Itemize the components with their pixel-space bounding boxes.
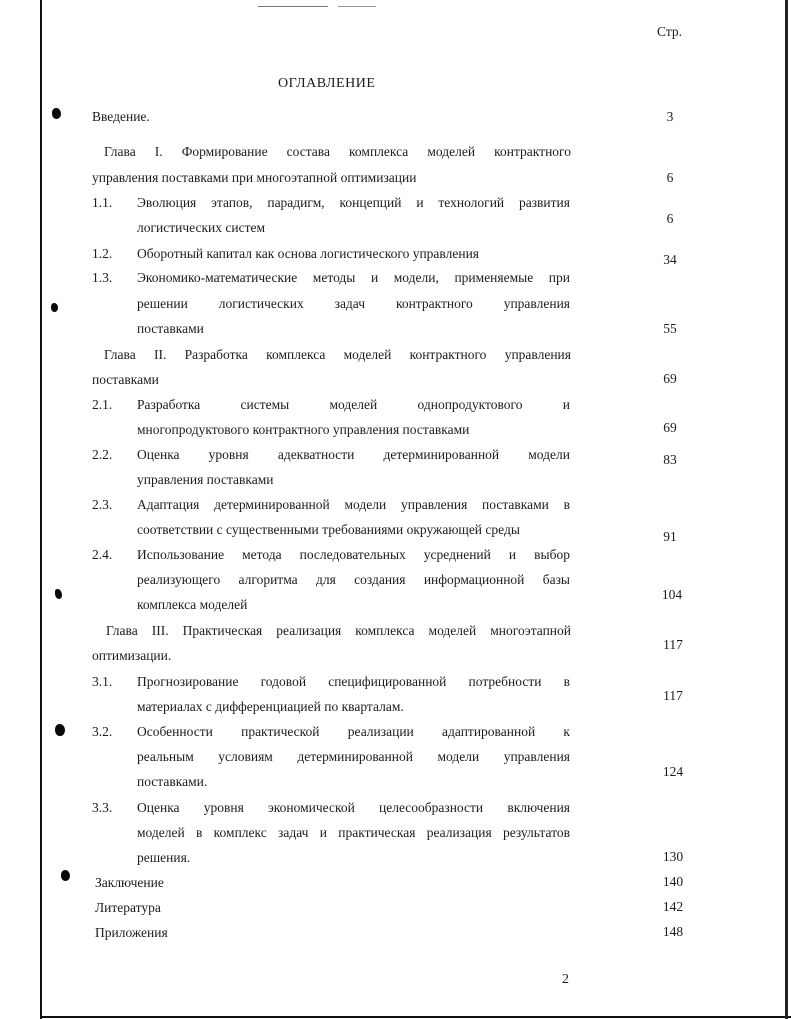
toc-conclusion: Заключение: [95, 875, 164, 890]
toc-section-number: 3.1.: [92, 674, 113, 689]
scan-edge-right: [785, 0, 788, 1019]
toc-chapter-heading-cont: поставками: [92, 372, 159, 387]
toc-section-title-cont: соответствии с существенными требованиями окружающей среды: [137, 522, 520, 537]
toc-page: 69: [663, 371, 677, 386]
toc-section-number: 2.4.: [92, 547, 113, 562]
toc-page: 148: [662, 924, 684, 939]
punch-hole-mark: [55, 589, 62, 599]
toc-literature: Литература: [95, 900, 161, 915]
toc-chapter-heading: Глава I. Формирование состава комплекса моделей контрактного: [104, 144, 571, 159]
toc-section-title-cont: материалах с дифференциацией по кварталам.: [137, 699, 404, 714]
toc-section-title-cont: реализующего алгоритма для создания информационной базы: [137, 572, 570, 587]
toc-section-title: Экономико-математические методы и модели, применяемые при: [137, 270, 570, 285]
toc-section-title-cont: реальным условиям детерминированной модели управления: [137, 749, 570, 764]
page-number: 2: [562, 972, 569, 987]
toc-section-title-cont: комплекса моделей: [137, 597, 248, 612]
toc-section-title: Оценка уровня адекватности детерминированной модели: [137, 447, 570, 462]
toc-section-title-cont: логистических систем: [137, 220, 266, 235]
toc-page: 140: [662, 874, 684, 889]
toc-appendix: Приложения: [95, 925, 168, 940]
toc-page: 142: [662, 899, 684, 914]
punch-hole-mark: [61, 870, 70, 881]
punch-hole-mark: [55, 724, 65, 736]
toc-section-title-cont: поставками.: [137, 774, 208, 789]
toc-page: 124: [662, 764, 684, 779]
punch-hole-mark: [52, 108, 61, 119]
toc-page: 83: [663, 452, 677, 467]
toc-section-title-cont: решения.: [137, 850, 191, 865]
toc-section-number: 2.1.: [92, 397, 113, 412]
toc-section-title: Прогнозирование годовой специфицированной потребности в: [137, 674, 570, 689]
toc-section-title: Оборотный капитал как основа логистического управления: [137, 246, 480, 261]
toc-page: 130: [662, 849, 684, 864]
toc-section-title: Разработка системы моделей однопродуктового и: [137, 397, 570, 412]
toc-page: 69: [663, 420, 677, 435]
toc-chapter-heading: Глава III. Практическая реализация комплекса моделей многоэтапной: [106, 623, 571, 638]
toc-page: 34: [663, 252, 677, 267]
scan-edge-left: [40, 0, 42, 1019]
toc-chapter-heading-cont: оптимизации.: [92, 648, 172, 663]
punch-hole-mark: [51, 303, 58, 312]
toc-section-title-cont: управления поставками: [137, 472, 274, 487]
toc-page: 55: [663, 321, 677, 336]
toc-page: 6: [666, 170, 674, 185]
toc-section-number: 1.2.: [92, 246, 113, 261]
scan-edge-top-2: [338, 6, 376, 7]
toc-section-number: 3.3.: [92, 800, 113, 815]
page-column-label: Стр.: [657, 24, 683, 39]
toc-section-number: 1.1.: [92, 195, 113, 210]
scan-edge-top: [258, 6, 328, 7]
toc-intro: Введение.: [92, 109, 150, 124]
toc-section-title: Использование метода последовательных усреднений и выбор: [137, 547, 570, 562]
toc-section-title-cont: многопродуктового контрактного управления поставками: [137, 422, 470, 437]
toc-section-number: 2.2.: [92, 447, 113, 462]
toc-chapter-heading-cont: управления поставками при многоэтапной оптимизации: [92, 170, 417, 185]
toc-chapter-heading: Глава II. Разработка комплекса моделей контрактного управления: [104, 347, 571, 362]
toc-section-title-cont: моделей в комплекс задач и практическая реализация результатов: [137, 825, 570, 840]
toc-page: 104: [661, 587, 683, 602]
toc-section-number: 2.3.: [92, 497, 113, 512]
toc-section-title: Особенности практической реализации адаптированной к: [137, 724, 570, 739]
toc-section-title: Адаптация детерминированной модели управления поставками в: [137, 497, 570, 512]
toc-section-title-cont: поставками: [137, 321, 204, 336]
toc-page: 117: [663, 688, 683, 703]
toc-page: 117: [663, 637, 683, 652]
toc-section-number: 1.3.: [92, 270, 113, 285]
toc-section-title: Оценка уровня экономической целесообразности включения: [137, 800, 570, 815]
toc-section-title-cont: решении логистических задач контрактного управления: [137, 296, 570, 311]
toc-page: 3: [666, 109, 674, 124]
toc-page: 91: [663, 529, 677, 544]
page-title: ОГЛАВЛЕНИЕ: [278, 76, 376, 91]
toc-page: 6: [666, 211, 674, 226]
toc-section-title: Эволюция этапов, парадигм, концепций и технологий развития: [137, 195, 570, 210]
toc-section-number: 3.2.: [92, 724, 113, 739]
scan-edge-bottom: [40, 1016, 791, 1018]
